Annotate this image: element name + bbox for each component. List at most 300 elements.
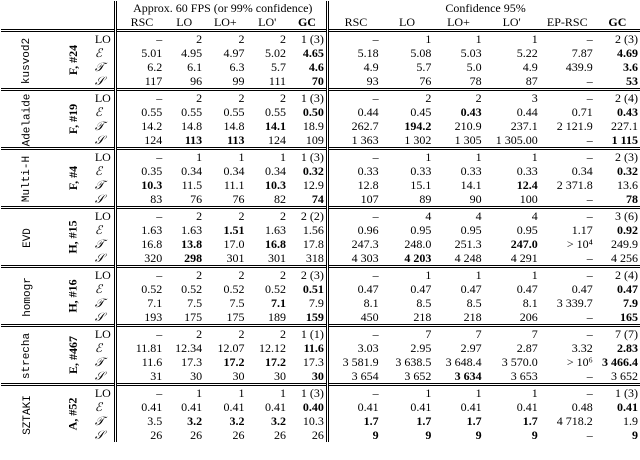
table-cell: 0.41 [410,400,432,414]
table-cell: 12.9 [302,178,324,192]
table-cell: 4 291 [510,251,538,265]
table-cell: 3 634 [454,369,482,383]
table-cell: 5.22 [516,46,538,60]
table-cell: – [120,385,165,401]
column-header-row [1,15,640,31]
dataset-code [54,267,92,326]
table-cell: – [540,385,595,401]
dataset-name-label: Multi-H [21,155,34,203]
dataset-name [1,90,54,149]
table-cell: 0.33 [460,164,482,178]
table-cell: – [120,267,165,283]
table-cell: 1 (1) [288,326,327,342]
table-cell: 7 [433,326,483,342]
row-symbol: 𝒮 [94,133,105,147]
table-cell: 1 302 [404,133,432,147]
table-cell: 1.51 [223,223,245,237]
table-cell: 78 [626,192,638,206]
table-cell: 2 (4) [595,267,640,283]
table-cell: 9 [531,428,538,442]
table-cell: 3 339.7 [556,296,593,310]
table-cell: 87 [525,74,538,88]
table-cell: 0.47 [516,282,538,296]
table-cell: 175 [226,310,245,324]
table-cell: 2 (3) [595,149,640,165]
table-cell: 3 581.9 [342,355,379,369]
row-symbol: 𝒯 [94,355,105,369]
row-symbol: 𝒮 [94,310,105,324]
table-cell: 124 [268,133,286,147]
table-row [1,90,640,106]
table-cell: 111 [268,74,286,88]
table-cell: 237.1 [510,119,538,133]
table-cell: 2 (3) [288,267,327,283]
table-cell: 0.55 [181,105,203,119]
table-cell: 6.1 [187,60,203,74]
table-cell: 14.1 [265,119,286,133]
table-cell: 0.32 [302,164,324,178]
table-cell: 17.8 [302,237,324,251]
table-cell: 248.0 [404,237,432,251]
table-cell: 10.3 [141,178,163,192]
table-cell: 2.87 [516,341,538,355]
table-cell: > 10⁶ [566,355,593,369]
table-cell: 227.1 [611,119,638,133]
table-cell: 0.32 [617,164,638,178]
table-cell: 3 466.4 [602,355,638,369]
table-cell: 249.9 [611,237,638,251]
table-cell: 1 [484,385,540,401]
group-conf-header: Confidence 95% [445,1,526,15]
table-row [1,237,640,251]
table-cell: 9 [475,428,482,442]
table-cell: 3 653 [510,369,538,383]
table-cell: 74 [311,192,324,206]
table-cell: 2 [204,267,246,283]
table-row [1,192,640,208]
table-cell: 0.41 [181,400,203,414]
table-cell: – [586,428,593,442]
col-header-fps-gc: GC [297,15,316,29]
table-cell: 17.2 [223,355,245,369]
row-symbol: 𝒯 [94,60,105,74]
table-cell: 0.33 [516,164,538,178]
dataset-name-label: strecha [21,332,34,380]
table-cell: – [586,133,593,147]
table-cell: 7.9 [623,296,638,310]
table-cell: 26 [274,428,286,442]
table-cell: 4 718.2 [556,414,593,428]
table-cell: 0.96 [357,223,379,237]
table-cell: 3.2 [187,414,203,428]
table-cell: 2 [204,31,246,47]
table-cell: 1 [381,149,434,165]
col-header-fps-rsc: RSC [130,15,154,29]
table-cell: – [586,251,593,265]
row-symbol: ℰ [94,46,103,60]
col-header-fps-loprime: LO' [258,15,277,29]
table-cell: 107 [360,192,379,206]
table-cell: 4 203 [404,251,432,265]
dataset-name [1,385,54,443]
table-cell: 0.55 [265,105,286,119]
table-row [1,341,640,355]
table-cell: 0.92 [617,223,638,237]
table-cell: 2 [433,90,483,106]
table-cell: 3.5 [147,414,163,428]
table-row [1,267,640,283]
dataset-name-label: Adelaide [21,93,34,147]
table-cell: 9 [372,428,379,442]
table-cell: – [331,208,381,224]
dataset-name-label: EVD [21,228,34,248]
table-cell: 2 [246,90,288,106]
table-cell: 3.2 [271,414,286,428]
table-cell: 1 [484,31,540,47]
group-fps-header: Approx. 60 FPS (or 99% confidence) [133,1,313,15]
table-cell: 9 [632,428,638,442]
table-cell: 247.0 [510,237,538,251]
row-symbol: ℰ [94,282,103,296]
row-symbol: LO [92,326,116,342]
col-header-conf-ep-rsc: EP-RSC [546,15,588,29]
table-cell: 0.52 [223,282,245,296]
row-symbol: 𝒮 [94,369,105,383]
table-cell: 4.9 [522,60,538,74]
dataset-code-label: F, #4 [65,165,80,191]
table-cell: 12.07 [217,341,245,355]
table-cell: 2 [164,267,204,283]
table-cell: 1 (3) [288,90,327,106]
table-cell: 14.2 [141,119,163,133]
table-cell: 0.44 [516,105,538,119]
table-cell: 159 [305,310,324,324]
table-row [1,133,640,149]
row-symbol: 𝒮 [94,251,105,265]
table-cell: 4.9 [363,60,379,74]
table-cell: 1.63 [141,223,163,237]
table-cell: 0.40 [302,400,324,414]
col-header-conf-loprime: LO' [502,15,521,29]
table-cell: 2 [164,208,204,224]
table-cell: – [331,267,381,283]
table-row [1,60,640,74]
table-cell: 17.2 [265,355,286,369]
table-cell: 82 [274,192,286,206]
dataset-name [1,31,54,90]
table-cell: 30 [190,369,203,383]
table-cell: 318 [305,251,324,265]
table-cell: 1 305.00 [495,133,538,147]
table-cell: 6.3 [229,60,245,74]
table-cell: 0.48 [571,400,593,414]
table-row [1,310,640,326]
table-cell: 0.47 [357,282,379,296]
table-cell: 5.08 [410,46,432,60]
table-cell: 7.87 [571,46,593,60]
table-cell: 99 [232,74,245,88]
table-cell: 1 363 [351,133,379,147]
table-cell: 13.6 [617,178,638,192]
table-cell: 3.2 [229,414,245,428]
table-cell: 262.7 [351,119,379,133]
table-cell: 218 [463,310,482,324]
col-header-fps-loplus: LO+ [213,15,237,29]
table-cell: – [540,31,595,47]
group-header-row [1,1,640,15]
table-row [1,74,640,90]
table-row [1,326,640,342]
table-cell: 7.1 [271,296,286,310]
table-cell: 3 638.5 [395,355,432,369]
table-row [1,164,640,178]
table-row [1,400,640,414]
dataset-name-label: kusvod2 [21,37,34,85]
table-cell: 11.6 [141,355,163,369]
table-cell: 31 [150,369,163,383]
table-cell: 1 [381,31,434,47]
results-table [1,1,640,442]
table-cell: 1 305 [454,133,482,147]
table-row [1,414,640,428]
table-cell: 0.52 [181,282,203,296]
table-cell: 206 [519,310,538,324]
table-cell: – [331,385,381,401]
table-cell: 2 [204,208,246,224]
dataset-code [54,90,92,149]
table-cell: 9 [425,428,432,442]
row-symbol: LO [92,385,116,401]
table-cell: 0.33 [357,164,379,178]
table-cell: 4 303 [351,251,379,265]
table-cell: 5.0 [466,60,482,74]
table-cell: 0.41 [617,400,638,414]
dataset-code-label: H, #15 [65,220,80,254]
table-cell: 1 [246,385,288,401]
table-cell: 5.03 [460,46,482,60]
table-cell: 0.47 [617,282,638,296]
table-cell: 1.7 [522,414,538,428]
table-cell: 4 256 [611,251,638,265]
table-cell: 5.01 [141,46,163,60]
row-symbol: LO [92,90,116,106]
table-cell: 2 [246,267,288,283]
table-cell: 1 (3) [595,385,640,401]
table-cell: 210.9 [454,119,482,133]
table-cell: 1 [164,149,204,165]
table-cell: – [120,149,165,165]
table-cell: – [120,208,165,224]
table-cell: 1 115 [611,133,638,147]
table-cell: 1.9 [623,414,638,428]
table-cell: – [331,90,381,106]
table-cell: 4.6 [308,60,324,74]
table-cell: 109 [305,133,324,147]
table-cell: 3 652 [611,369,638,383]
table-cell: 5.02 [265,46,286,60]
table-cell: 14.1 [460,178,482,192]
table-cell: 30 [232,369,245,383]
row-symbol: 𝒯 [94,119,105,133]
dataset-name [1,149,54,208]
table-cell: 4 248 [454,251,482,265]
table-cell: 12.12 [259,341,286,355]
table-cell: 11.6 [303,341,324,355]
table-cell: 0.41 [223,400,245,414]
table-cell: 2 [246,208,288,224]
table-cell: 2 [204,326,246,342]
table-cell: 2 [246,31,288,47]
table-cell: 0.43 [460,105,482,119]
table-cell: 1 [381,385,434,401]
table-cell: 17.3 [181,355,203,369]
table-cell: 1 [433,31,483,47]
table-cell: – [331,326,381,342]
table-cell: 0.47 [410,282,432,296]
table-cell: 0.41 [516,400,538,414]
table-cell: 2 371.8 [556,178,593,192]
table-row [1,149,640,165]
table-cell: 0.41 [460,400,482,414]
table-cell: 0.35 [141,164,163,178]
table-cell: – [586,74,593,88]
table-cell: 3 570.0 [501,355,538,369]
table-cell: 1 (3) [288,31,327,47]
table-cell: 2.97 [460,341,482,355]
table-cell: – [120,326,165,342]
table-cell: 7 [381,326,434,342]
dataset-name [1,326,54,385]
row-symbol: LO [92,208,116,224]
table-cell: 218 [413,310,432,324]
table-cell: 113 [227,133,245,147]
table-cell: 6.2 [147,60,163,74]
table-cell: 4.65 [302,46,324,60]
table-cell: 76 [232,192,245,206]
table-cell: 10.3 [302,414,324,428]
table-cell: 2 [204,90,246,106]
table-cell: 2 [164,326,204,342]
col-header-conf-lo: LO [399,15,416,29]
table-cell: 247.3 [351,237,379,251]
table-row [1,369,640,385]
row-symbol: ℰ [94,341,103,355]
table-cell: 76 [419,74,432,88]
table-row [1,282,640,296]
table-row [1,46,640,60]
table-cell: 1.7 [363,414,379,428]
table-cell: 26 [150,428,163,442]
table-cell: 3 648.4 [445,355,482,369]
table-cell: 2 (3) [595,31,640,47]
table-cell: 4 [381,208,434,224]
table-cell: 0.41 [357,400,379,414]
table-cell: 12.4 [516,178,538,192]
table-cell: 301 [226,251,245,265]
table-cell: 2.95 [410,341,432,355]
table-cell: 11.81 [135,341,163,355]
table-cell: 3 (6) [595,208,640,224]
table-cell: 78 [469,74,482,88]
table-cell: 1 [204,385,246,401]
table-cell: – [540,267,595,283]
table-cell: 0.33 [410,164,432,178]
table-cell: 8.1 [522,296,538,310]
table-cell: 15.1 [410,178,432,192]
table-cell: 90 [469,192,482,206]
table-cell: 93 [366,74,379,88]
dataset-code [54,149,92,208]
table-cell: 5.7 [416,60,432,74]
table-cell: 2.83 [617,341,638,355]
table-cell: 165 [620,310,638,324]
table-row [1,296,640,310]
table-cell: 194.2 [404,119,432,133]
table-cell: – [540,208,595,224]
table-cell: 12.34 [175,341,203,355]
row-symbol: ℰ [94,223,103,237]
dataset-code [54,385,92,443]
table-cell: 89 [419,192,432,206]
row-symbol: 𝒮 [94,74,105,88]
table-cell: 2 [164,31,204,47]
table-cell: 14.8 [223,119,245,133]
table-cell: 10.3 [265,178,286,192]
row-symbol: 𝒯 [94,414,105,428]
table-cell: 2 [246,326,288,342]
table-cell: 1 [433,267,483,283]
table-row [1,208,640,224]
table-cell: 0.41 [265,400,286,414]
row-symbol: LO [92,149,116,165]
table-cell: 0.95 [410,223,432,237]
col-header-conf-rsc: RSC [344,15,368,29]
table-cell: 0.43 [617,105,638,119]
table-row [1,119,640,133]
row-symbol: 𝒯 [94,178,105,192]
table-row [1,178,640,192]
table-cell: 0.95 [516,223,538,237]
table-cell: 0.47 [460,282,482,296]
table-cell: 7.1 [147,296,163,310]
table-cell: 8.1 [363,296,379,310]
dataset-code-label: E, #467 [65,335,80,375]
table-cell: 14.8 [181,119,203,133]
table-cell: 4.97 [223,46,245,60]
table-cell: 100 [519,192,538,206]
table-cell: 26 [232,428,245,442]
dataset-name [1,267,54,326]
table-row [1,355,640,369]
table-cell: > 10⁴ [566,237,593,251]
row-symbol: LO [92,31,116,47]
table-cell: 0.71 [571,105,593,119]
table-cell: 7 [484,326,540,342]
table-cell: 0.47 [571,282,593,296]
table-cell: 1.7 [466,414,482,428]
table-cell: 1 [484,149,540,165]
table-cell: 0.34 [223,164,245,178]
table-cell: 2 [164,90,204,106]
table-cell: 0.45 [410,105,432,119]
table-cell: 1 [433,149,483,165]
dataset-name [1,208,54,267]
table-cell: 1.56 [302,223,324,237]
row-symbol: 𝒮 [94,192,105,206]
table-cell: 2 [381,90,434,106]
table-cell: 301 [268,251,286,265]
table-cell: 3 [484,90,540,106]
